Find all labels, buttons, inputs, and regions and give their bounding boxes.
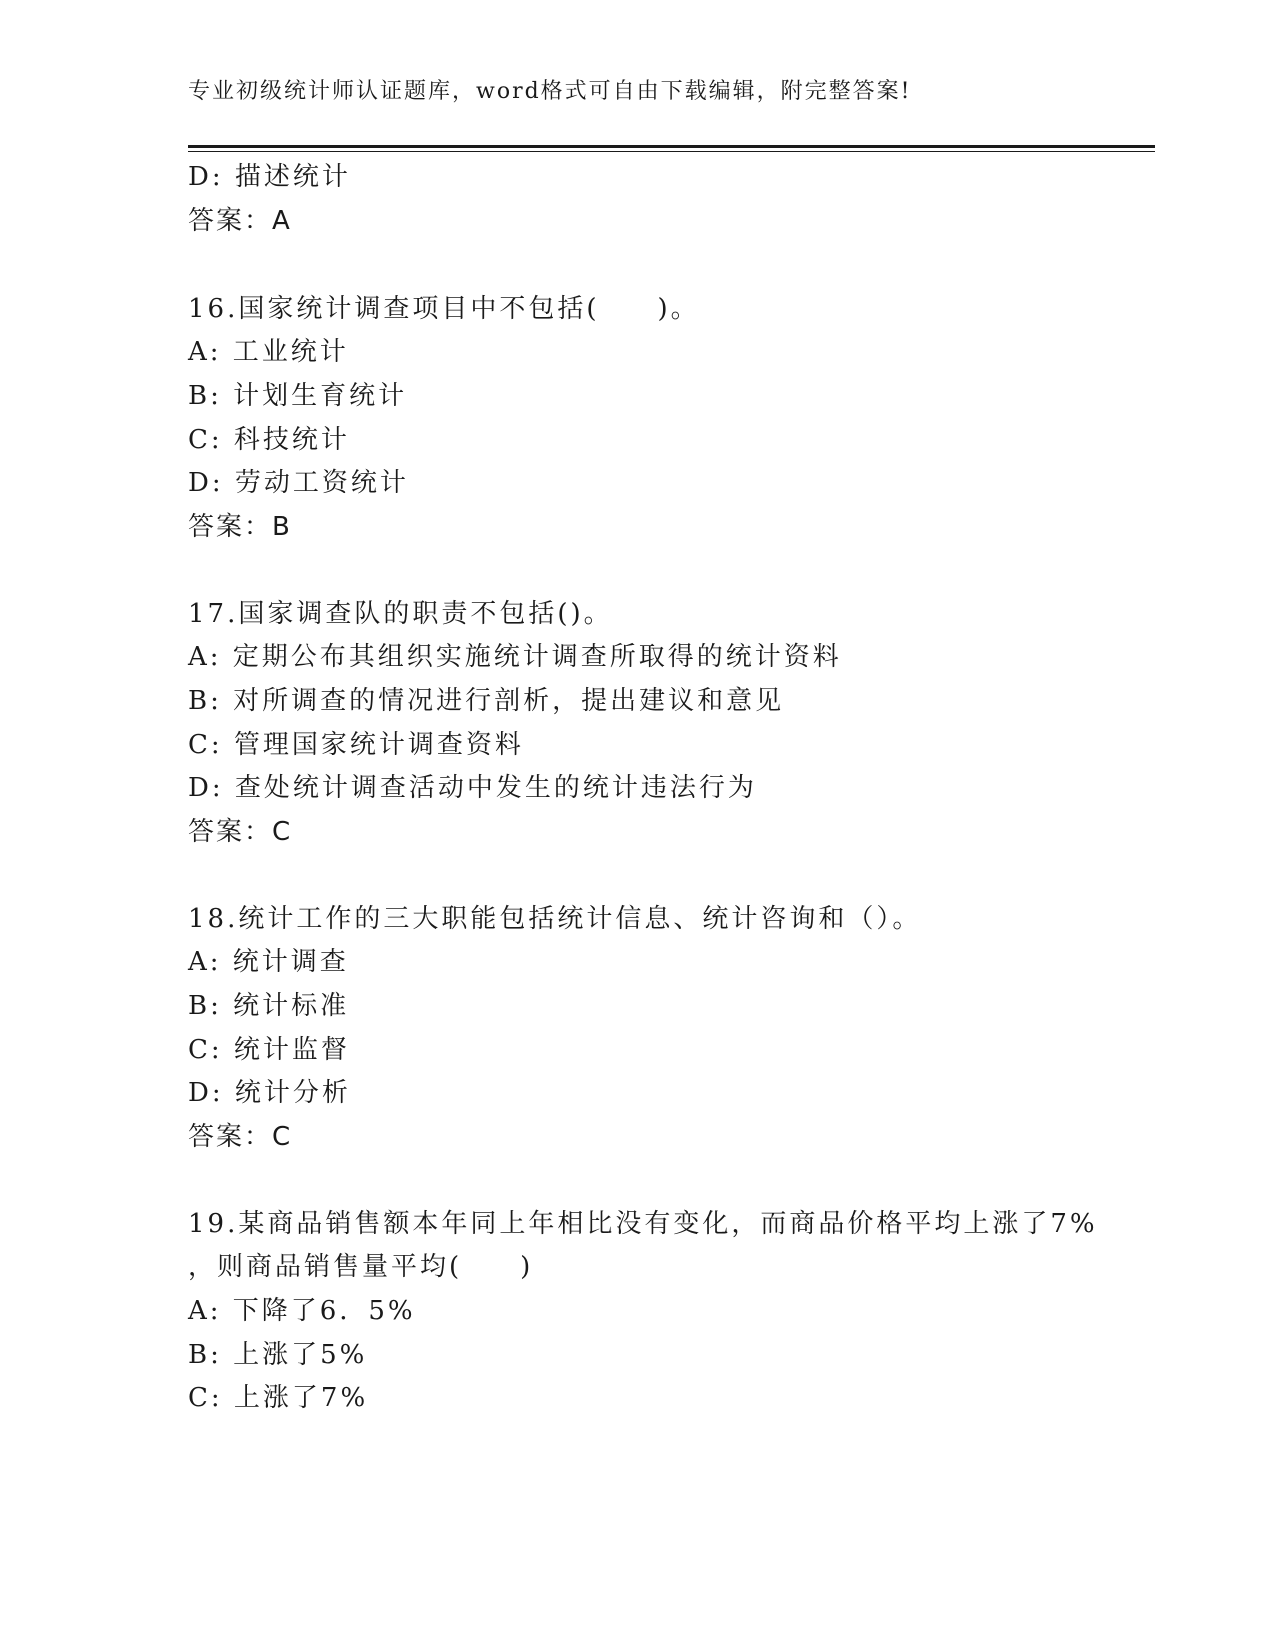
option-a: A: 统计调查 <box>188 947 349 977</box>
header-text: 专业初级统计师认证题库，word格式可自由下载编辑，附完整答案! <box>188 79 912 104</box>
header-rule-thick <box>188 145 1155 148</box>
option-c: C: 科技统计 <box>188 425 350 455</box>
header-rule-thin <box>188 151 1155 152</box>
option-a: A: 工业统计 <box>188 337 349 367</box>
question-stem: 16.国家统计调查项目中不包括( )。 <box>188 294 700 324</box>
answer: 答案：A <box>188 206 292 236</box>
option-b: B: 统计标准 <box>188 991 350 1021</box>
question-stem: 17.国家调查队的职责不包括()。 <box>188 599 613 629</box>
option-a: A: 下降了6．5% <box>188 1296 416 1326</box>
option-c: C: 上涨了7% <box>188 1383 369 1413</box>
option-b: B: 计划生育统计 <box>188 381 408 411</box>
option-d: D: 劳动工资统计 <box>188 468 409 498</box>
question-stem-continued: ，则商品销售量平均( ) <box>188 1252 534 1282</box>
option-c: C: 统计监督 <box>188 1035 350 1065</box>
option-d: D: 统计分析 <box>188 1078 351 1108</box>
answer: 答案：C <box>188 817 293 847</box>
option-d: D: 查处统计调查活动中发生的统计违法行为 <box>188 773 757 803</box>
question-stem: 18.统计工作的三大职能包括统计信息、统计咨询和（）。 <box>188 904 922 934</box>
option-d: D: 描述统计 <box>188 162 351 192</box>
answer: 答案：B <box>188 512 292 542</box>
option-c: C: 管理国家统计调查资料 <box>188 730 524 760</box>
option-a: A: 定期公布其组织实施统计调查所取得的统计资料 <box>188 642 842 672</box>
option-b: B: 上涨了5% <box>188 1340 368 1370</box>
answer: 答案：C <box>188 1122 293 1152</box>
question-stem: 19.某商品销售额本年同上年相比没有变化，而商品价格平均上涨了7% <box>188 1209 1098 1239</box>
option-b: B: 对所调查的情况进行剖析，提出建议和意见 <box>188 686 785 716</box>
